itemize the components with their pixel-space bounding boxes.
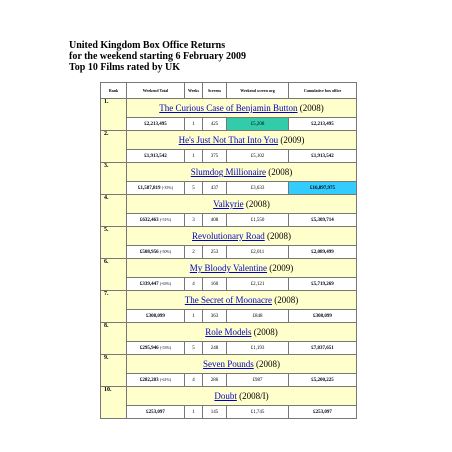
film-data-row	[101, 150, 357, 163]
film-year: (2008)	[268, 167, 293, 177]
film-title-row	[101, 387, 357, 406]
film-title-link[interactable]: Slumdog Millionaire	[190, 167, 266, 177]
film-screen-avg: £848	[227, 310, 289, 323]
film-weeks: 5	[185, 182, 203, 195]
film-screens: 160	[203, 278, 227, 291]
film-weekend-total	[127, 182, 185, 195]
header-row	[101, 83, 357, 99]
col-header-weeks: Weeks	[185, 83, 203, 99]
film-rank: 2.	[101, 131, 127, 163]
film-screen-avg: £5,102	[227, 150, 289, 163]
film-rank: 5.	[101, 227, 127, 259]
film-title-row	[101, 195, 357, 214]
film-year: (2009)	[280, 135, 305, 145]
film-title-cell	[127, 99, 357, 118]
heading-line-1: United Kingdom Box Office Returns	[69, 40, 226, 51]
col-header-weekend-screen-avg: Weekend screen avg	[227, 83, 289, 99]
film-screens: 437	[203, 182, 227, 195]
film-cumulative: £2,213,495	[289, 118, 357, 131]
film-screens: 253	[203, 246, 227, 259]
film-title-cell	[127, 291, 357, 310]
film-weeks: 1	[185, 310, 203, 323]
film-title-row	[101, 259, 357, 278]
film-title-cell	[127, 355, 357, 374]
film-title-row	[101, 227, 357, 246]
film-cumulative: £16,897,975	[289, 182, 357, 195]
weekend-total-value: £1,913,542	[144, 154, 167, 159]
film-screens: 408	[203, 214, 227, 227]
film-weeks: 4	[185, 374, 203, 387]
film-screens: 425	[203, 118, 227, 131]
film-title-cell	[127, 131, 357, 150]
film-title-link[interactable]: Role Models	[205, 327, 252, 337]
film-data-row	[101, 342, 357, 355]
col-header-cumulative: Cumulative box office	[289, 83, 357, 99]
film-title-cell	[127, 163, 357, 182]
film-title-link[interactable]: The Secret of Moonacre	[184, 295, 272, 305]
film-weeks: 5	[185, 342, 203, 355]
film-title-cell	[127, 387, 357, 406]
film-screens: 248	[203, 342, 227, 355]
film-title-link[interactable]: The Curious Case of Benjamin Button	[159, 103, 298, 113]
film-title-link[interactable]: Revolutionary Road	[192, 231, 265, 241]
film-screen-avg: £1,550	[227, 214, 289, 227]
film-screen-avg: £2,121	[227, 278, 289, 291]
film-cumulative: £2,089,499	[289, 246, 357, 259]
film-title-link[interactable]: Doubt	[214, 391, 237, 401]
film-weekend-total	[127, 406, 185, 419]
weekend-total-value: £632,463	[139, 218, 159, 223]
film-screens: 145	[203, 406, 227, 419]
film-title-link[interactable]: Valkyrie	[213, 199, 244, 209]
film-year: (2009)	[269, 263, 294, 273]
heading-line-3: Top 10 Films rated by UK	[69, 62, 181, 73]
heading-line-2: for the weekend starting 6 February 2009	[69, 51, 247, 62]
film-screens: 286	[203, 374, 227, 387]
weekend-total-value: £339,447	[139, 282, 159, 287]
film-rank: 6.	[101, 259, 127, 291]
film-screen-avg: £2,011	[227, 246, 289, 259]
film-weekend-total	[127, 118, 185, 131]
film-screen-avg: £5,208	[227, 118, 289, 131]
weekend-total-value: £1,587,819	[137, 186, 161, 191]
film-cumulative: £5,309,714	[289, 214, 357, 227]
film-title-row	[101, 163, 357, 182]
film-weeks: 1	[185, 406, 203, 419]
film-data-row	[101, 374, 357, 387]
film-title-cell	[127, 195, 357, 214]
film-weekend-total	[127, 214, 185, 227]
col-header-screens: Screens	[203, 83, 227, 99]
film-year: (2008)	[253, 327, 278, 337]
film-weekend-total	[127, 246, 185, 259]
film-rank: 3.	[101, 163, 127, 195]
film-cumulative: £308,099	[289, 310, 357, 323]
film-screen-avg: £1,193	[227, 342, 289, 355]
film-screen-avg: £987	[227, 374, 289, 387]
film-weeks: 3	[185, 214, 203, 227]
weekend-total-value: £2,213,495	[144, 122, 167, 127]
film-cumulative: £7,837,651	[289, 342, 357, 355]
col-header-weekend-total: Weekend Total	[127, 83, 185, 99]
film-data-row	[101, 182, 357, 195]
film-weekend-total	[127, 310, 185, 323]
film-weekend-total	[127, 278, 185, 291]
film-screen-avg: £1,745	[227, 406, 289, 419]
film-rank: 8.	[101, 323, 127, 355]
film-title-cell	[127, 227, 357, 246]
film-weekend-total	[127, 342, 185, 355]
film-data-row	[101, 278, 357, 291]
box-office-table	[100, 82, 357, 419]
film-year: (2008)	[256, 359, 280, 369]
film-rank: 1.	[101, 99, 127, 131]
film-cumulative: £253,097	[289, 406, 357, 419]
film-weekend-total	[127, 374, 185, 387]
film-title-link[interactable]: My Bloody Valentine	[189, 263, 268, 273]
weekend-total-value: £282,283	[139, 378, 159, 383]
film-cumulative: £5,200,225	[289, 374, 357, 387]
weekend-total-value: £253,097	[146, 410, 165, 415]
weekend-change: (-61%)	[159, 377, 172, 382]
weekend-total-value: £308,099	[146, 314, 165, 319]
film-data-row	[101, 214, 357, 227]
film-title-link[interactable]: Seven Pounds	[202, 359, 254, 369]
film-title-cell	[127, 259, 357, 278]
film-rank: 9.	[101, 355, 127, 387]
film-title-row	[101, 99, 357, 118]
film-year: (2008)	[274, 295, 299, 305]
film-weeks: 1	[185, 150, 203, 163]
film-title-row	[101, 131, 357, 150]
film-cumulative: £1,913,542	[289, 150, 357, 163]
weekend-total-value: £508,956	[139, 250, 159, 255]
film-weeks: 2	[185, 246, 203, 259]
weekend-total-value: £295,946	[139, 346, 159, 351]
film-data-row	[101, 246, 357, 259]
film-screen-avg: £3,633	[227, 182, 289, 195]
film-year: (2008)	[267, 231, 291, 241]
film-title-row	[101, 291, 357, 310]
weekend-change: (-35%)	[161, 185, 174, 190]
weekend-change: (-50%)	[159, 249, 172, 254]
film-title-link[interactable]: He's Just Not That Into You	[178, 135, 279, 145]
report-heading	[69, 40, 246, 73]
film-title-cell	[127, 323, 357, 342]
film-title-row	[101, 323, 357, 342]
film-weeks: 1	[185, 118, 203, 131]
film-data-row	[101, 406, 357, 419]
film-rank: 7.	[101, 291, 127, 323]
film-rank: 10.	[101, 387, 127, 419]
film-cumulative: £5,719,269	[289, 278, 357, 291]
film-year: (2008)	[245, 199, 270, 209]
weekend-change: (-51%)	[159, 217, 172, 222]
weekend-change: (-53%)	[159, 345, 172, 350]
film-data-row	[101, 118, 357, 131]
film-screens: 363	[203, 310, 227, 323]
film-weeks: 4	[185, 278, 203, 291]
film-rank: 4.	[101, 195, 127, 227]
film-weekend-total	[127, 150, 185, 163]
film-screens: 375	[203, 150, 227, 163]
film-rows	[101, 99, 357, 419]
film-year: (2008)	[299, 103, 324, 113]
film-title-row	[101, 355, 357, 374]
film-data-row	[101, 310, 357, 323]
film-year: (2008/I)	[239, 391, 269, 401]
weekend-change: (-63%)	[159, 281, 172, 286]
col-header-rank: Rank	[101, 83, 127, 99]
